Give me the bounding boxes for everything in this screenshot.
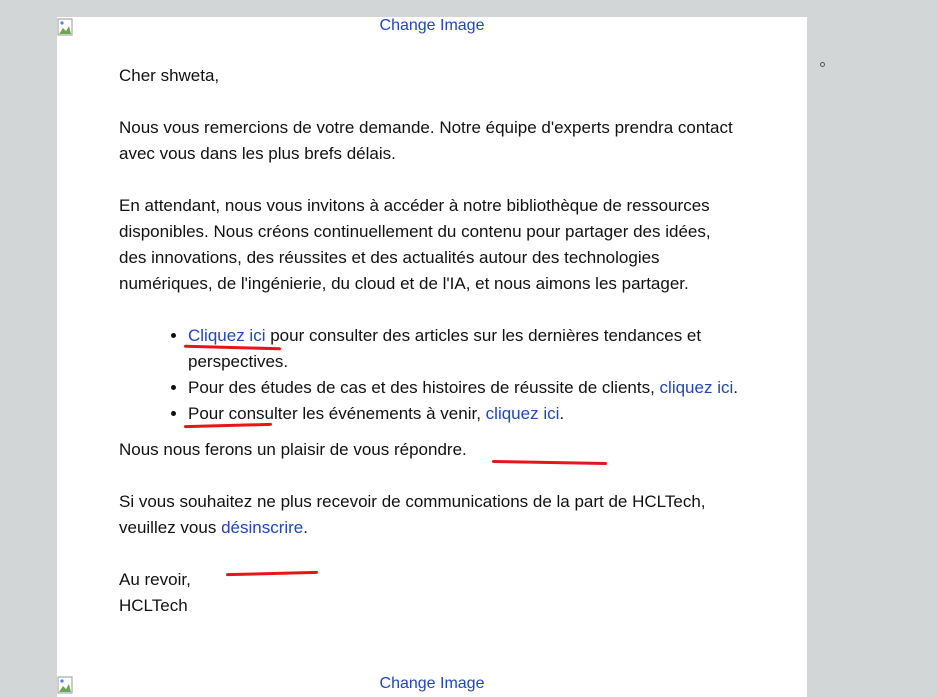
header-image-row	[57, 17, 807, 39]
list-item-text: Pour consulter les événements à venir,	[188, 404, 486, 423]
email-content	[119, 63, 739, 619]
email-body	[57, 17, 807, 697]
paragraph-unsubscribe	[119, 489, 739, 541]
change-image-link-bottom[interactable]: Change Image	[379, 675, 485, 692]
list-item-text: .	[559, 404, 565, 423]
paragraph-thanks: Nous vous remercions de votre demande. Notre équipe d'experts prendra contact avec vous dans les plus brefs délais.	[119, 118, 733, 163]
paragraph-reply: Nous nous ferons un plaisir de vous répondre.	[119, 440, 467, 459]
signoff: Au revoir,	[119, 570, 191, 589]
unsubscribe-text: Si vous souhaitez ne plus recevoir de communications de la part de HCLTech, veuillez vous	[119, 492, 706, 537]
events-link[interactable]: cliquez ici	[485, 404, 560, 423]
greeting: Cher shweta,	[119, 66, 220, 85]
list-item-text: Pour des études de cas et des histoires de réussite de clients,	[188, 378, 660, 397]
change-image-link-top[interactable]: Change Image	[379, 17, 485, 34]
list-item	[188, 375, 739, 401]
dot-marker	[820, 62, 825, 67]
unsubscribe-period: .	[303, 518, 308, 537]
signature: HCLTech	[119, 596, 188, 615]
paragraph-resources: En attendant, nous vous invitons à accéder à notre bibliothèque de ressources disponibles. Nous créons continuellement du contenu pour partager des idées, des innovations, des réussites et des actualités autour des technologies numériques, de l'ingénierie, du cloud et de l'IA, et nous aimons les partager.	[119, 196, 711, 293]
list-item-text: pour consulter des articles sur les dernières tendances et perspectives.	[188, 326, 702, 371]
list-item-text: .	[733, 378, 738, 397]
unsubscribe-link[interactable]: désinscrire	[221, 518, 304, 537]
resource-list	[119, 323, 739, 427]
case-studies-link[interactable]: cliquez ici	[659, 378, 734, 397]
footer-image-row	[57, 675, 807, 697]
articles-link[interactable]: Cliquez ici	[188, 326, 266, 345]
closing	[119, 567, 739, 619]
